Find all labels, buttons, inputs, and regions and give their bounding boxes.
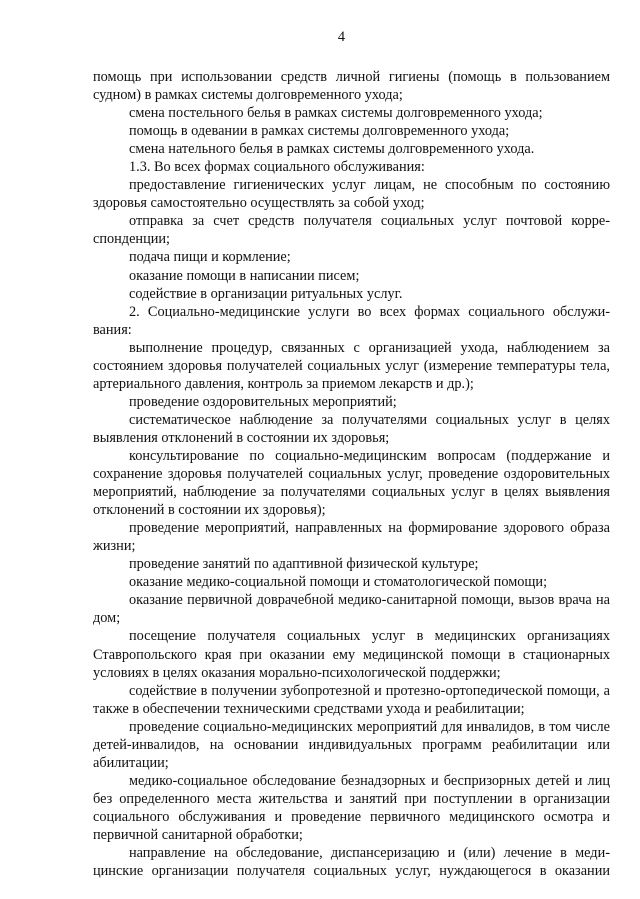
section-heading: 1.3. Во всех формах социального обслуживания: <box>129 159 425 176</box>
paragraph: подача пищи и кормление; <box>129 249 291 266</box>
section-heading: 2. Социально-медицинские услуги во всех формах социального обслуживания: <box>93 303 610 338</box>
document-body <box>93 68 610 880</box>
paragraph-continued: направление на обследование, диспансеризацию и (или) лечение в медицинские организации получателя социальных услуг, нуждающегося в оказании <box>93 845 610 880</box>
paragraph: оказание помощи в написании писем; <box>129 267 360 284</box>
paragraph: смена нательного белья в рамках системы долговременного ухода. <box>129 141 535 158</box>
paragraph: оказание медико-социальной помощи и стоматологической помощи; <box>129 574 548 591</box>
paragraph: предоставление гигиенических услуг лицам, не способным по состоянию здоровья самостоятельно осуществлять за собой уход; <box>93 177 610 212</box>
paragraph: проведение занятий по адаптивной физической культуре; <box>129 556 479 573</box>
paragraph: проведение социально-медицинских мероприятий для инвалидов, в том числе детей-инвалидов, на основании индивидуальных программ реабилитации или абилитации; <box>93 718 610 771</box>
paragraph: содействие в получении зубопротезной и протезно-ортопедической помощи, а также в обеспечении техническими средствами ухода и реабилитации; <box>93 682 610 717</box>
paragraph-continuation: помощь при использовании средств личной гигиены (помощь в пользованием судном) в рамках системы долговременного ухода; <box>93 69 610 104</box>
paragraph: отправка за счет средств получателя социальных услуг почтовой корреспонденции; <box>93 213 610 248</box>
paragraph: консультирование по социально-медицинским вопросам (поддержание и сохранение здоровья получателей социальных услуг, проведение оздоровительных мероприятий, наблюдение за получателями социальных услуг в целях выявления отклонений в состоянии их здоровья); <box>93 447 610 519</box>
paragraph: проведение оздоровительных мероприятий; <box>129 393 397 410</box>
paragraph: содействие в организации ритуальных услуг. <box>129 285 403 302</box>
page-number: 4 <box>337 29 346 45</box>
paragraph: выполнение процедур, связанных с организацией ухода, наблюдением за состоянием здоровья получателей социальных услуг (измерение температуры тела, артериального давления, контроль за приемом лекарств и др.); <box>93 339 610 392</box>
paragraph: проведение мероприятий, направленных на формирование здорового образа жизни; <box>93 520 610 555</box>
paragraph: смена постельного белья в рамках системы долговременного ухода; <box>129 105 543 122</box>
paragraph: систематическое наблюдение за получателями социальных услуг в целях выявления отклонений в состоянии их здоровья; <box>93 411 610 446</box>
paragraph: оказание первичной доврачебной медико-санитарной помощи, вызов врача на дом; <box>93 592 610 627</box>
paragraph: посещение получателя социальных услуг в медицинских организациях Ставропольского края при оказании ему медицинской помощи в стационарных условиях в целях оказания морально-психологической поддержки; <box>93 628 610 681</box>
paragraph: медико-социальное обследование безнадзорных и беспризорных детей и лиц без определенного места жительства и занятий при поступлении в организации социального обслуживания и проведение первичного медицинского осмотра и первичной санитарной обработки; <box>93 772 610 843</box>
paragraph: помощь в одевании в рамках системы долговременного ухода; <box>129 123 510 140</box>
